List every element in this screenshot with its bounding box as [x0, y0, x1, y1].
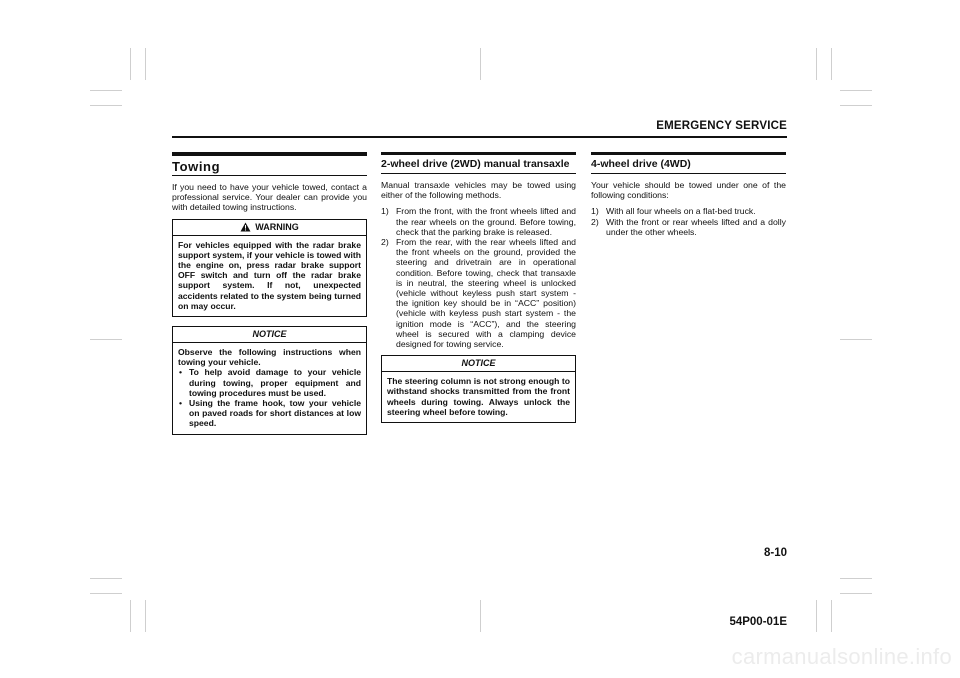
step-text: With all four wheels on a flat-bed truck. [606, 206, 756, 217]
step-number: 1) [591, 206, 599, 217]
column-4wd [591, 152, 786, 237]
4wd-steps [591, 206, 786, 237]
crop-mark [831, 600, 832, 632]
section-heading-towing [172, 152, 367, 176]
step-item [381, 237, 576, 349]
crop-mark [840, 105, 872, 106]
crop-mark [145, 48, 146, 80]
step-item [591, 206, 786, 216]
2wd-steps [381, 206, 576, 349]
watermark: carmanualsonline.info [731, 644, 952, 669]
notice-box [381, 355, 576, 423]
crop-mark [90, 90, 122, 91]
crop-mark [816, 48, 817, 80]
crop-mark [480, 48, 481, 80]
4wd-intro: Your vehicle should be towed under one of the following conditions: [591, 180, 786, 201]
crop-mark [130, 600, 131, 632]
notice-bullet: • Using the frame hook, tow your vehicle on paved roads for short distances at low speed. [178, 398, 361, 429]
step-item [591, 217, 786, 237]
crop-mark [840, 90, 872, 91]
step-number: 1) [381, 206, 389, 217]
warning-text: For vehicles equipped with the radar brake support system, if your vehicle is towed with the engine on, press radar brake support OFF switch and turn off the radar brake support system. If not, unexpected accidents related to the system being turned on may occur. [178, 239, 361, 311]
crop-mark [145, 600, 146, 632]
warning-header [173, 220, 366, 236]
section-title: 2-wheel drive (2WD) manual transaxle [381, 158, 570, 170]
crop-mark [480, 600, 481, 632]
notice-intro: Observe the following instructions when towing your vehicle. [178, 347, 361, 368]
notice-body [173, 343, 366, 434]
crop-mark [130, 48, 131, 80]
column-towing [172, 152, 367, 444]
step-item [381, 206, 576, 237]
crop-mark [840, 578, 872, 579]
notice-label: NOTICE [173, 327, 366, 343]
crop-mark [90, 105, 122, 106]
section-header: EMERGENCY SERVICE [656, 120, 787, 132]
step-text: From the rear, with the rear wheels lifted and the front wheels on the ground, provided the steering and drivetrain are in operational condition. Before towing, check that transaxle is in neutral, the steering wheel is unlocked (vehicle without keyless push start system - the ignition key should be in “ACC” position) (vehicle with keyless push start system - the ignition mode is “ACC”), and the steering wheel is secured with a clamping device designed for towing service. [396, 237, 576, 350]
section-heading-2wd [381, 152, 576, 174]
notice-list [178, 367, 361, 428]
page-number: 8-10 [763, 547, 787, 559]
crop-mark [816, 600, 817, 632]
towing-intro: If you need to have your vehicle towed, contact a professional service. Your dealer can provide you with detailed towing instructions. [172, 182, 367, 213]
warning-label: WARNING [255, 221, 299, 232]
column-2wd [381, 152, 576, 432]
notice-box [172, 326, 367, 435]
header-rule [172, 136, 787, 138]
document-code: 54P00-01E [729, 616, 787, 628]
crop-mark [840, 339, 872, 340]
crop-mark [90, 339, 122, 340]
crop-mark [831, 48, 832, 80]
notice-bullet: • To help avoid damage to your vehicle during towing, proper equipment and towing procedures must be used. [178, 367, 361, 398]
step-number: 2) [591, 216, 599, 227]
step-number: 2) [381, 237, 389, 248]
section-title: Towing [172, 159, 221, 174]
crop-mark [840, 593, 872, 594]
warning-box [172, 219, 367, 317]
section-heading-4wd [591, 152, 786, 174]
warning-triangle-icon [240, 222, 251, 232]
section-title: 4-wheel drive (4WD) [591, 158, 691, 170]
step-text: From the front, with the front wheels lifted and the rear wheels on the ground. Before towing, check that the parking brake is released. [396, 206, 576, 237]
notice-label: NOTICE [382, 356, 575, 372]
step-text: With the front or rear wheels lifted and a dolly under the other wheels. [606, 216, 786, 237]
2wd-intro: Manual transaxle vehicles may be towed using either of the following methods. [381, 180, 576, 201]
crop-mark [90, 593, 122, 594]
notice-text: The steering column is not strong enough to withstand shocks transmitted from the front wheels during towing. Always unlock the steering wheel before towing. [387, 376, 570, 417]
crop-mark [90, 578, 122, 579]
